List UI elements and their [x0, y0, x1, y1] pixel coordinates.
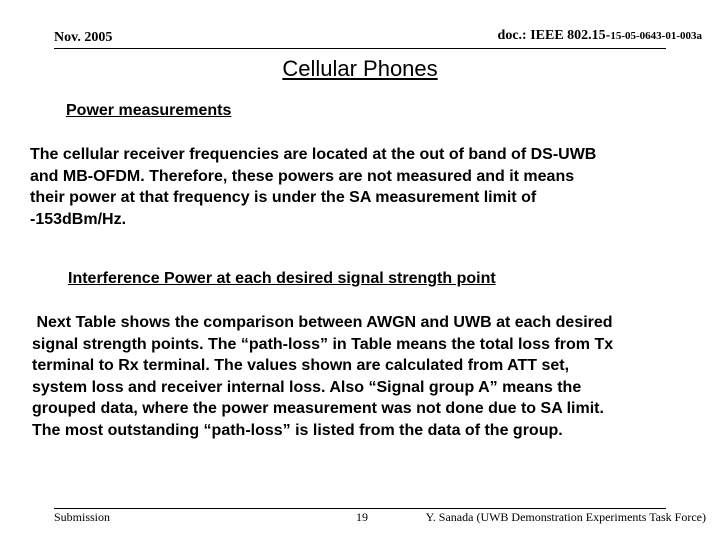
- footer-page-number: 19: [356, 510, 368, 524]
- footer-submission: Submission: [54, 510, 111, 524]
- body-line: grouped data, where the power measurement was not done due to SA limit.: [32, 400, 604, 417]
- footer-author: Y. Sanada (UWB Demonstration Experiments Task Force): [425, 510, 706, 524]
- section-heading-power: Power measurements: [66, 102, 232, 119]
- section-body-power: [30, 144, 680, 230]
- section-heading-interference: Interference Power at each desired signal strength point: [68, 270, 496, 287]
- body-line: and MB-OFDM. Therefore, these powers are not measured and it means: [30, 167, 575, 185]
- body-line: The cellular receiver frequencies are located at the out of band of DS-UWB: [30, 146, 597, 163]
- body-line: -153dBm/Hz.: [30, 210, 127, 228]
- slide-title-text: Cellular Phones: [282, 56, 438, 81]
- slide-title: [0, 56, 720, 82]
- body-line: The most outstanding “path-loss” is listed from the data of the group.: [32, 421, 563, 439]
- body-line: Next Table shows the comparison between AWGN and UWB at each desired: [32, 314, 613, 331]
- header-doc-id: [498, 28, 702, 44]
- header-doc-suffix: 15-05-0643-01-003a: [610, 30, 702, 42]
- header-rule: [54, 48, 666, 49]
- header-doc-prefix: doc.: IEEE 802.15-: [497, 28, 611, 43]
- section-body-interference: [32, 312, 692, 441]
- body-line: signal strength points. The “path-loss” in Table means the total loss from Tx: [32, 335, 614, 353]
- footer-rule: [54, 508, 666, 509]
- body-line: terminal to Rx terminal. The values shown are calculated from ATT set,: [32, 357, 570, 374]
- body-line: their power at that frequency is under the SA measurement limit of: [30, 189, 537, 206]
- header-date: Nov. 2005: [54, 30, 113, 45]
- body-line: system loss and receiver internal loss. Also “Signal group A” means the: [32, 378, 582, 396]
